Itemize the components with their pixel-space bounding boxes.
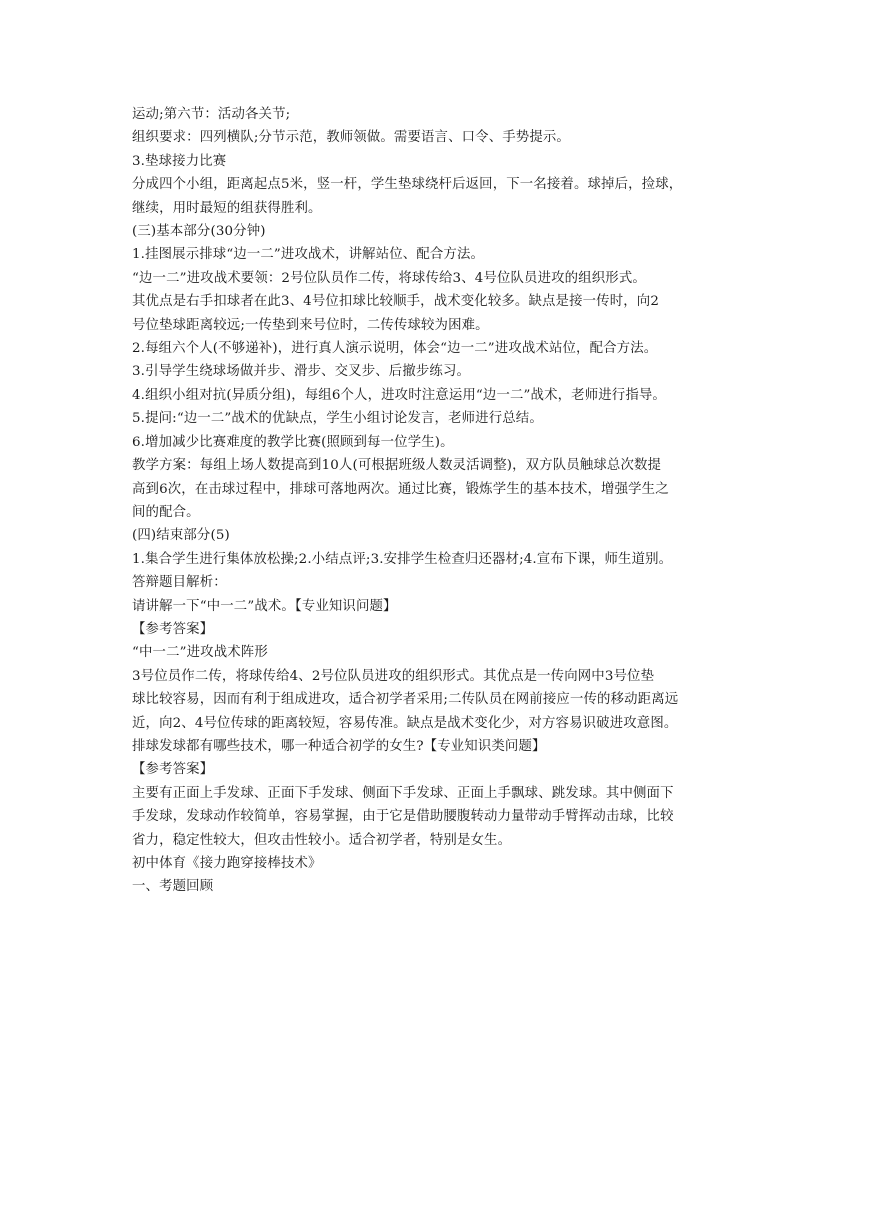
text-line: 其优点是右手扣球者在此3、4号位扣球比较顺手，战术变化较多。缺点是接一传时，向2 (132, 294, 660, 310)
text-line: 近，向2、4号位传球的距离较短，容易传准。缺点是战术变化少，对方容易识破进攻意图。 (132, 715, 678, 731)
document-body (132, 103, 746, 899)
section-heading: (三)基本部分(30分钟) (132, 224, 266, 240)
text-line: 1.集合学生进行集体放松操;2.小结点评;3.安排学生检查归还器材;4.宣布下课，师生道别。 (132, 551, 673, 567)
text-line: 号位垫球距离较远;一传垫到来号位时，二传传球较为困难。 (132, 317, 489, 333)
section-heading: (四)结束部分(5) (132, 528, 230, 544)
text-line: 答辩题目解析： (132, 575, 227, 591)
text-line: 组织要求：四列横队;分节示范，教师领做。需要语言、口令、手势提示。 (132, 130, 570, 146)
text-line: 间的配合。 (132, 504, 200, 520)
text-line: 6.增加减少比赛难度的教学比赛(照顾到每一位学生)。 (132, 434, 454, 450)
text-line: 初中体育《接力跑穿接棒技术》 (132, 856, 322, 871)
question-line: 请讲解一下“中一二”战术。【专业知识问题】 (132, 598, 397, 614)
answer-label: 【参考答案】 (132, 621, 214, 637)
text-line: 3号位员作二传，将球传给4、2号位队员进攻的组织形式。其优点是一传向网中3号位垫 (132, 668, 655, 684)
text-line: 1.挂图展示排球“边一二”进攻战术，讲解站位、配合方法。 (132, 247, 485, 263)
text-line: 2.每组六个人(不够递补)，进行真人演示说明，体会“边一二”进攻战术站位，配合方法。 (132, 341, 658, 357)
text-line: 主要有正面上手发球、正面下手发球、侧面下手发球、正面上手飘球、跳发球。其中侧面下 (132, 785, 674, 801)
text-line: 高到6次，在击球过程中，排球可落地两次。通过比赛，锻炼学生的基本技术，增强学生之 (132, 481, 669, 497)
answer-label: 【参考答案】 (132, 762, 214, 778)
text-line: 5.提问:“边一二”战术的优缺点，学生小组讨论发言，老师进行总结。 (132, 411, 543, 427)
section-heading: 3.垫球接力比赛 (132, 153, 227, 169)
text-line: 4.组织小组对抗(异质分组)，每组6个人，进攻时注意运用“边一二”战术，老师进行指导。 (132, 387, 666, 403)
text-line: 3.引导学生绕球场做并步、滑步、交叉步、后撤步练习。 (132, 364, 471, 380)
text-line: 分成四个小组，距离起点5米，竖一杆，学生垫球绕杆后返回，下一名接着。球掉后，捡球， (132, 177, 683, 193)
question-line: 排球发球都有哪些技术，哪一种适合初学的女生?【专业知识类问题】 (132, 738, 546, 754)
text-line: 球比较容易，因而有利于组成进攻，适合初学者采用;二传队员在网前接应一传的移动距离远 (132, 692, 679, 708)
text-line: 省力，稳定性较大，但攻击性较小。适合初学者，特别是女生。 (132, 832, 512, 848)
text-line: “中一二”进攻战术阵形 (132, 645, 268, 661)
text-line: 运动;第六节：活动各关节; (132, 107, 291, 122)
section-heading: 一、考题回顾 (132, 879, 214, 895)
text-line: 继续，用时最短的组获得胜利。 (132, 200, 322, 216)
text-line: 手发球，发球动作较简单，容易掌握，由于它是借助腰腹转动力量带动手臂挥动击球，比较 (132, 809, 674, 825)
text-line: 教学方案：每组上场人数提高到10人(可根据班级人数灵活调整)，双方队员触球总次数提 (132, 458, 662, 474)
text-line: “边一二”进攻战术要领：2号位队员作二传，将球传给3、4号位队员进攻的组织形式。 (132, 270, 646, 286)
